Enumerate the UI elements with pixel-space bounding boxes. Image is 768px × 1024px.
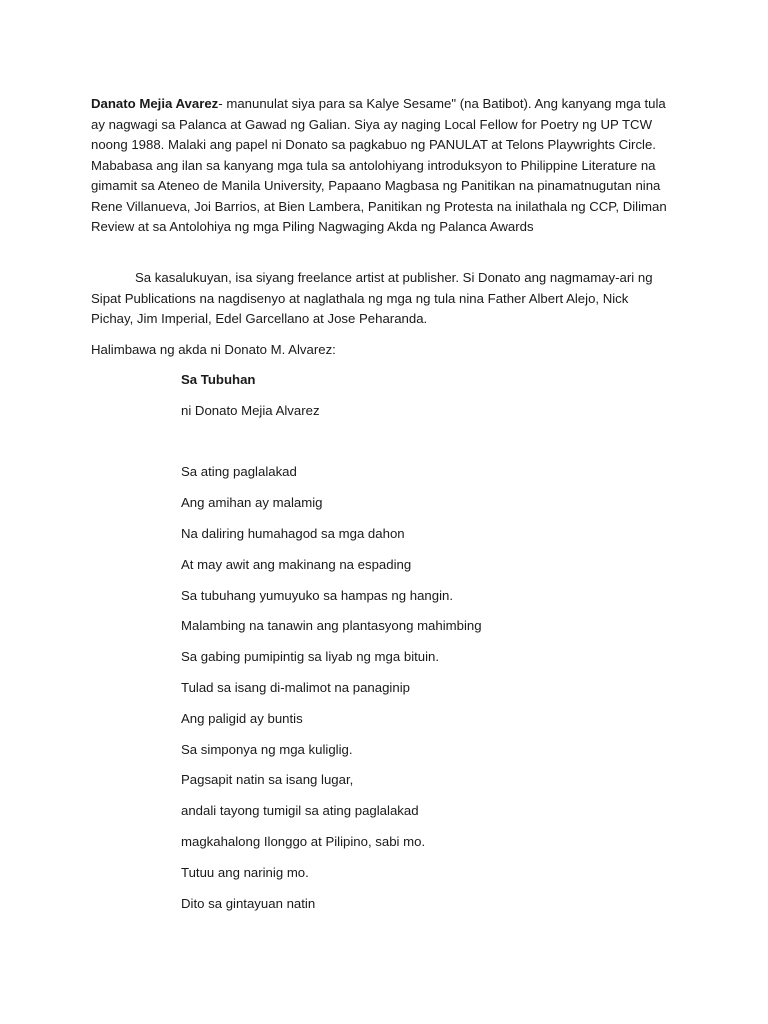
poem-title: Sa Tubuhan (181, 372, 256, 387)
poem-line: magkahalong Ilonggo at Pilipino, sabi mo. (181, 833, 426, 849)
poem-line: Tutuu ang narinig mo. (181, 864, 309, 880)
poem (181, 370, 661, 924)
biography-text: - manunulat siya para sa Kalye Sesame" (na Batibot). Ang kanyang mga tula ay nagwagi sa Palanca at Gawad ng Galian. Siya ay naging Local Fellow for Poetry ng UP TCW noong 1988. Malaki ang papel ni Donato sa pagkabuo ng PANULAT at Telons Playwrights Circle. Mababasa ang ilan sa kanyang mga tula sa antolohiyang introduksyon to Philippine Literature na gimamit sa Ateneo de Manila University, Papaano Magbasa ng Panitikan na pinamatnugutan nina Rene Villanueva, Joi Barrios, at Bien Lambera, Panitikan ng Protesta na inilathala ng CCP, Diliman Review at sa Antolohiya ng mga Piling Nagwaging Akda ng Palanca Awards (91, 96, 667, 234)
example-intro-paragraph: Halimbawa ng akda ni Donato M. Alvarez: (91, 342, 336, 357)
poem-line: Sa tubuhang yumuyuko sa hampas ng hangin. (181, 587, 453, 603)
poem-line: Ang amihan ay malamig (181, 495, 323, 511)
poem-line: Tulad sa isang di-malimot na panaginip (181, 679, 410, 695)
biography-paragraph (91, 94, 671, 238)
poem-line: Dito sa gintayuan natin (181, 895, 316, 911)
poem-line: Na daliring humahagod sa mga dahon (181, 525, 405, 541)
poem-line: At may awit ang makinang na espading (181, 556, 412, 572)
poem-line: Ang paligid ay buntis (181, 710, 303, 726)
poem-spacer (181, 432, 661, 463)
poem-line: Sa simponya ng mga kuliglig. (181, 741, 353, 757)
current-work-paragraph: Sa kasalukuyan, isa siyang freelance artist at publisher. Si Donato ang nagmamay-ari ng Sipat Publications na nagdisenyo at naglathala ng mga ng tula nina Father Albert Alejo, Nick Pichay, Jim Imperial, Edel Garcellano at Jose Peharanda. (91, 270, 653, 326)
poem-line: andali tayong tumigil sa ating paglalakad (181, 803, 419, 819)
poem-line: Malambing na tanawin ang plantasyong mahimbing (181, 618, 482, 634)
poem-line: Sa ating paglalakad (181, 464, 297, 480)
author-name: Danato Mejia Avarez (91, 96, 219, 111)
poem-line: Sa gabing pumipintig sa liyab ng mga bituin. (181, 649, 440, 665)
poem-author: ni Donato Mejia Alvarez (181, 402, 320, 418)
poem-line: Pagsapit natin sa isang lugar, (181, 772, 354, 788)
